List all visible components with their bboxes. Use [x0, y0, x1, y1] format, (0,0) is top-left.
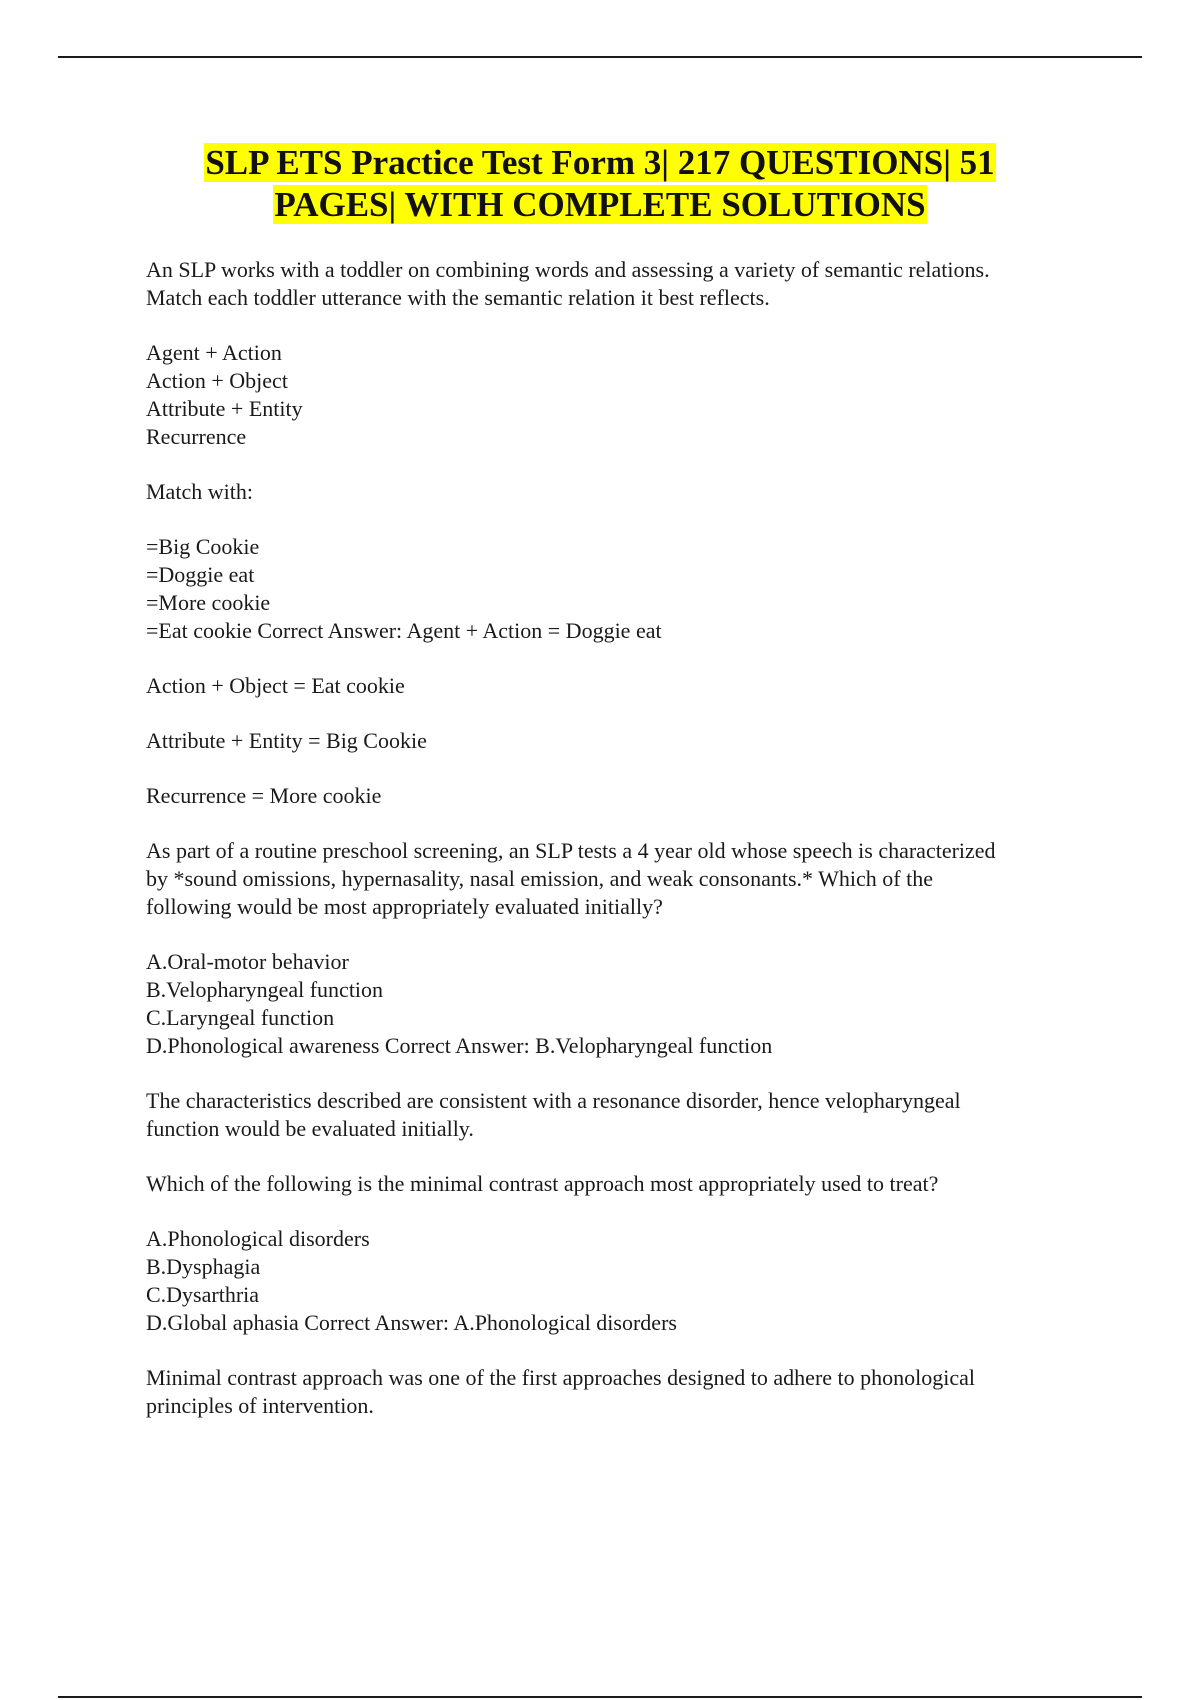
q2-prompt-line: As part of a routine preschool screening, an SLP tests a 4 year old whose speech is characterized: [146, 838, 996, 863]
q1-answer: Recurrence = More cookie: [146, 783, 382, 808]
q1-utterances: [146, 533, 1096, 645]
q3-option: B.Dysphagia: [146, 1254, 261, 1279]
q1-relations: [146, 339, 1096, 451]
q3-option: C.Dysarthria: [146, 1282, 260, 1307]
q1-answer: Action + Object = Eat cookie: [146, 673, 405, 698]
bottom-rule: [58, 1696, 1142, 1698]
document-title: [100, 142, 1100, 226]
q1-utterance: =More cookie: [146, 590, 271, 615]
q2-prompt-line: following would be most appropriately evaluated initially?: [146, 894, 663, 919]
q3-explanation: [146, 1364, 1096, 1420]
q1-relation: Agent + Action: [146, 340, 282, 365]
q2-option: A.Oral-motor behavior: [146, 949, 349, 974]
q3-explanation-line: principles of intervention.: [146, 1393, 374, 1418]
q3-options: [146, 1225, 1096, 1337]
q2-prompt-line: by *sound omissions, hypernasality, nasal emission, and weak consonants.* Which of the: [146, 866, 933, 891]
q1-prompt-line: An SLP works with a toddler on combining words and assessing a variety of semantic relations.: [146, 257, 990, 282]
q3-explanation-line: Minimal contrast approach was one of the first approaches designed to adhere to phonological: [146, 1365, 976, 1390]
title-line-2: PAGES| WITH COMPLETE SOLUTIONS: [274, 185, 926, 224]
q2-option: C.Laryngeal function: [146, 1005, 335, 1030]
q1-utterance: =Doggie eat: [146, 562, 255, 587]
q1-answer: Attribute + Entity = Big Cookie: [146, 728, 427, 753]
q2-prompt: [146, 837, 1096, 921]
q1-utterance: =Big Cookie: [146, 534, 260, 559]
q2-explanation-line: function would be evaluated initially.: [146, 1116, 474, 1141]
title-line-1: SLP ETS Practice Test Form 3| 217 QUESTIONS| 51: [205, 143, 995, 182]
q3-option: A.Phonological disorders: [146, 1226, 370, 1251]
q3-option: D.Global aphasia Correct Answer: A.Phonological disorders: [146, 1310, 677, 1335]
top-rule: [58, 56, 1142, 58]
document-body: [146, 256, 1096, 1447]
q1-prompt-line: Match each toddler utterance with the semantic relation it best reflects.: [146, 285, 770, 310]
q3-prompt: Which of the following is the minimal contrast approach most appropriately used to treat?: [146, 1171, 939, 1196]
q2-option: B.Velopharyngeal function: [146, 977, 384, 1002]
q1-relation: Attribute + Entity: [146, 396, 303, 421]
q1-relation: Action + Object: [146, 368, 288, 393]
q2-option: D.Phonological awareness Correct Answer: B.Velopharyngeal function: [146, 1033, 773, 1058]
q1-utterance: =Eat cookie Correct Answer: Agent + Action = Doggie eat: [146, 618, 662, 643]
q1-relation: Recurrence: [146, 424, 247, 449]
q2-explanation: [146, 1087, 1096, 1143]
q1-prompt: [146, 256, 1096, 312]
q2-options: [146, 948, 1096, 1060]
q2-explanation-line: The characteristics described are consistent with a resonance disorder, hence velopharyngeal: [146, 1088, 961, 1113]
q1-match-label: Match with:: [146, 479, 253, 504]
